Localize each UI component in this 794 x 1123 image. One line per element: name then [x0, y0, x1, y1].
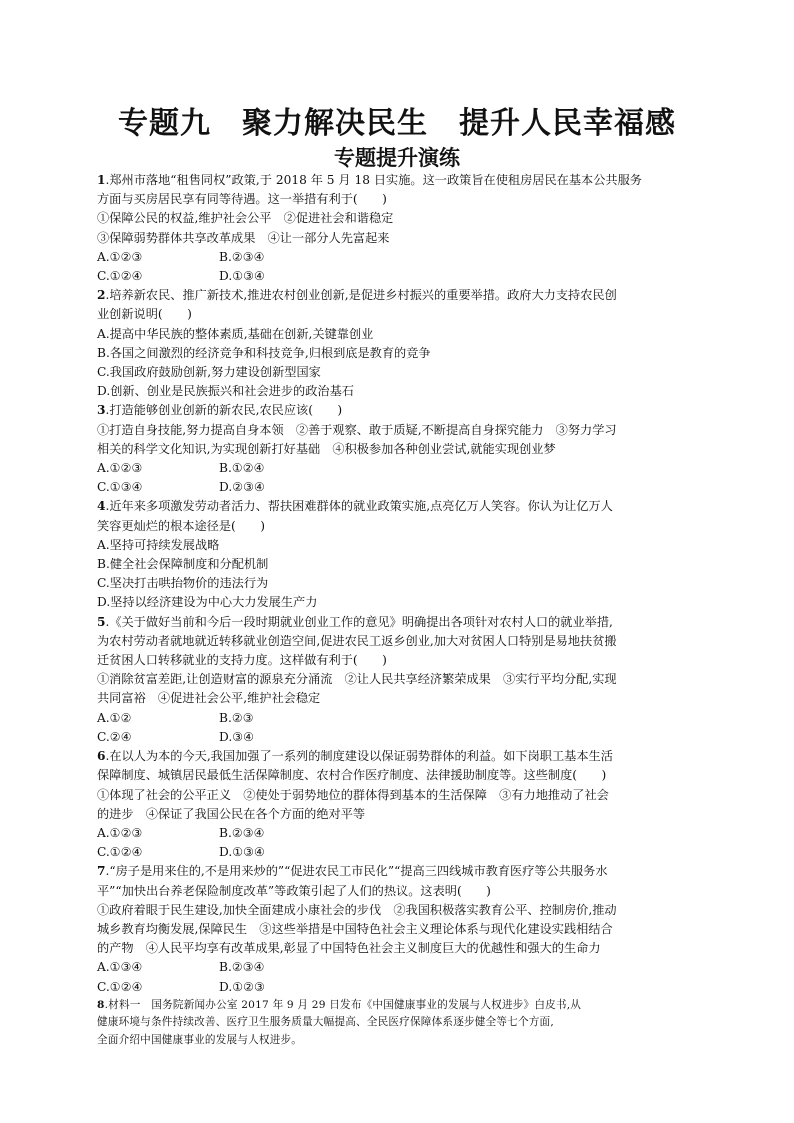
- question-item-line: ①保障公民的权益,维护社会公平 ②促进社会和谐稳定: [97, 211, 394, 226]
- question-item-line: 相关的科学文化知识,为实现创新打好基础 ④积极参加各种创业尝试,就能实现创业梦: [97, 441, 556, 456]
- question-item-line: ①体现了社会的公平正义 ②使处于弱势地位的群体得到基本的生活保障 ③有力地推动了社会: [97, 787, 609, 802]
- option-c: C.②④: [97, 729, 132, 744]
- question-number: 7: [97, 864, 106, 879]
- material-line: 8.材料一 国务院新闻办公室 2017 年 9 月 29 日发布《中国健康事业的发展与人权进步》白皮书,从: [97, 998, 582, 1011]
- option-c: C.我国政府鼓励创新,努力建设创新型国家: [97, 365, 321, 380]
- option-c: C.①②④: [97, 845, 143, 860]
- option-a: A.①③④: [97, 960, 143, 975]
- option-b: B.②③④: [219, 249, 265, 264]
- question-number: 5: [97, 614, 106, 629]
- question-item-line: ①打造自身技能,努力提高自身本领 ②善于观察、敢于质疑,不断提高自身探究能力 ③努力学习: [97, 422, 617, 437]
- option-d: D.坚持以经济建设为中心大力发展生产力: [97, 595, 318, 610]
- question-item-line: ①消除贫富差距,让创造财富的源泉充分涌流 ②让人民共享经济繁荣成果 ③实行平均分配,实现: [97, 672, 617, 687]
- option-b: B.健全社会保障制度和分配机制: [97, 557, 269, 572]
- question-stem-line: 迁贫困人口转移就业的支持力度。这样做有利于( ): [97, 653, 387, 668]
- question-number: 3: [97, 403, 106, 418]
- option-c: C.①②④: [97, 269, 143, 284]
- option-b: B.②③④: [219, 825, 265, 840]
- question-item-line: ③保障弱势群体共享改革成果 ④让一部分人先富起来: [97, 230, 390, 245]
- material-line: 健康环境与条件持续改善、医疗卫生服务质量大幅提高、全民医疗保障体系逐步健全等七个方面,: [97, 1016, 554, 1029]
- answer-options: [97, 958, 697, 996]
- question-6: [97, 747, 697, 862]
- question-5: [97, 613, 697, 747]
- material-line: 全面介绍中国健康事业的发展与人权进步。: [97, 1033, 303, 1046]
- question-stem-line: 方面与买房居民享有同等待遇。这一举措有利于( ): [97, 192, 387, 207]
- question-number: 4: [97, 499, 106, 514]
- answer-options: [97, 459, 697, 497]
- page-subtitle: 专题提升演练: [334, 146, 460, 170]
- option-b: B.①②④: [219, 461, 265, 476]
- question-stem-line: 平”“加快出台养老保险制度改革”等政策引起了人们的热议。这表明( ): [97, 883, 491, 898]
- option-a: A.坚持可持续发展战略: [97, 537, 220, 552]
- option-d: D.①②③: [219, 979, 265, 994]
- question-3: [97, 401, 697, 497]
- question-stem-line: 3.打造能够创业创新的新农民,农民应该( ): [97, 403, 343, 418]
- page-title: 专题九 聚力解决民生 提升人民幸福感: [118, 106, 676, 141]
- question-stem-line: 2.培养新农民、推广新技术,推进农村创业创新,是促进乡村振兴的重要举措。政府大力支持农民创: [97, 288, 617, 303]
- question-stem-line: 笑容更灿烂的根本途径是( ): [97, 518, 265, 533]
- option-d: D.①③④: [219, 845, 265, 860]
- option-c: C.坚决打击哄抬物价的违法行为: [97, 576, 269, 591]
- option-d: D.①③④: [219, 269, 265, 284]
- question-4: [97, 497, 697, 612]
- answer-options: [97, 248, 697, 286]
- question-item-line: 的进步 ④保证了我国公民在各个方面的绝对平等: [97, 806, 366, 821]
- question-item-line: 共同富裕 ④促进社会公平,维护社会稳定: [97, 691, 321, 706]
- question-number: 2: [97, 288, 106, 303]
- option-a: A.提高中华民族的整体素质,基础在创新,关键靠创业: [97, 326, 374, 341]
- question-number: 1: [97, 173, 106, 187]
- question-item-line: ①政府着眼于民生建设,加快全面建成小康社会的步伐 ②我国积极落实教育公平、控制房价,推动: [97, 902, 617, 917]
- question-number: 6: [97, 749, 106, 764]
- question-stem-line: 保障制度、城镇居民最低生活保障制度、农村合作医疗制度、法律援助制度等。这些制度( ): [97, 768, 607, 783]
- option-c: C.①③④: [97, 480, 143, 495]
- question-list: [97, 171, 697, 1049]
- option-d: D.③④: [219, 729, 255, 744]
- question-stem-line: 6.在以人为本的今天,我国加强了一系列的制度建设以保证弱势群体的利益。如下岗职工基本生活: [97, 749, 613, 764]
- option-b: B.各国之间激烈的经济竞争和科技竞争,归根到底是教育的竞争: [97, 345, 431, 360]
- option-d: D.创新、创业是民族振兴和社会进步的政治基石: [97, 384, 354, 399]
- option-a: A.①②③: [97, 249, 143, 264]
- question-8: [97, 997, 697, 1050]
- question-stem-line: 7.“房子是用来住的,不是用来炒的”“促进农民工市民化”“提高三四线城市教育医疗等公共服务水: [97, 864, 608, 879]
- question-1: [97, 171, 697, 286]
- option-c: C.①②④: [97, 979, 143, 994]
- question-stem-line: 业创新说明( ): [97, 307, 192, 322]
- question-item-line: 的产物 ④人民平均享有改革成果,彰显了中国特色社会主义制度巨大的优越性和强大的生命力: [97, 941, 601, 956]
- option-a: A.①②③: [97, 825, 143, 840]
- option-d: D.②③④: [219, 480, 265, 495]
- question-7: [97, 862, 697, 996]
- question-stem-line: 5.《关于做好当前和今后一段时期就业创业工作的意见》明确提出各项针对农村人口的就业举措,: [97, 614, 613, 629]
- option-a: A.①②: [97, 710, 132, 725]
- answer-options: [97, 709, 697, 747]
- answer-options: [97, 824, 697, 862]
- question-number: 8: [97, 998, 105, 1011]
- question-item-line: 城乡教育均衡发展,保障民生 ③这些举措是中国特色社会主义理论体系与现代化建设实践相结合: [97, 921, 613, 936]
- question-2: [97, 286, 697, 401]
- option-b: B.②③: [219, 710, 254, 725]
- question-stem-line: 4.近年来多项激发劳动者活力、帮扶困难群体的就业政策实施,点亮亿万人笑容。你认为让亿万人: [97, 499, 613, 514]
- option-a: A.①②③: [97, 461, 143, 476]
- question-stem-line: 为农村劳动者就地就近转移就业创造空间,促进农民工返乡创业,加大对贫困人口特别是易地扶贫搬: [97, 633, 617, 648]
- question-stem-line: 1.郑州市落地“租售同权”政策,于 2018 年 5 月 18 日实施。这一政策旨在使租房居民在基本公共服务: [97, 173, 642, 187]
- option-b: B.②③④: [219, 960, 265, 975]
